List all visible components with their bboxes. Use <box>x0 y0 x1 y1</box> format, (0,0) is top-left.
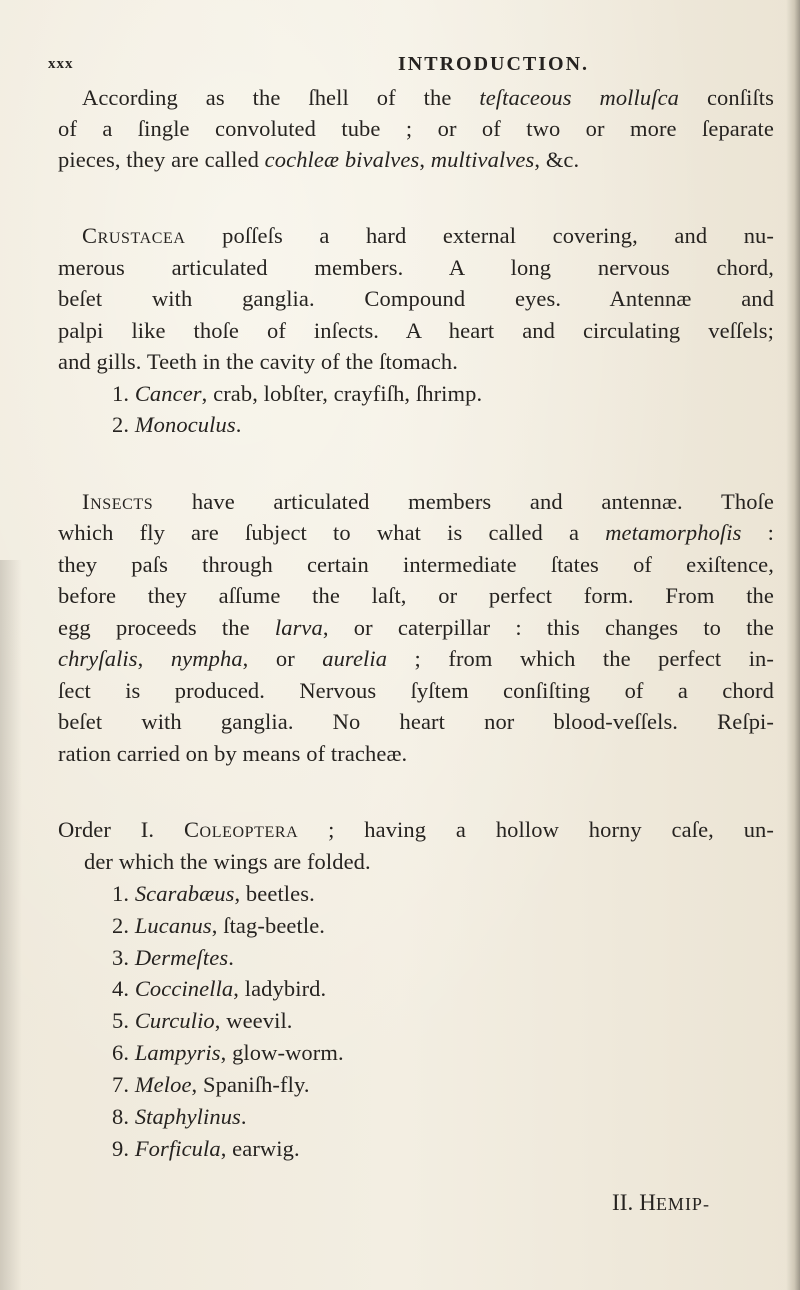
section-heading-line: Order I. Coleoptera ; having a hollow horny caſe, un- <box>58 817 774 842</box>
text-line: ſect is produced. Nervous ſyſtem conſiſting of a chord <box>58 678 774 703</box>
page-number: xxx <box>48 56 74 72</box>
text-line: According as the ſhell of the teſtaceous molluſca conſiſts <box>82 85 774 110</box>
text-line: beſet with ganglia. Compound eyes. Antennæ and <box>58 286 774 311</box>
text-line: merous articulated members. A long nervous chord, <box>58 255 774 280</box>
list-item: 8. Staphylinus. <box>112 1104 247 1129</box>
text-line: they paſs through certain intermediate ſtates of exiſtence, <box>58 552 774 577</box>
text-line: chryſalis, nympha, or aurelia ; from which the perfect in- <box>58 646 774 671</box>
list-item: 1. Cancer, crab, lobſter, crayfiſh, ſhrimp. <box>112 381 483 406</box>
text-line: beſet with ganglia. No heart nor blood-veſſels. Reſpi- <box>58 709 774 734</box>
list-item: 4. Coccinella, ladybird. <box>112 976 327 1001</box>
text-line: and gills. Teeth in the cavity of the ſtomach. <box>58 349 459 374</box>
list-item: 1. Scarabæus, beetles. <box>112 881 315 906</box>
text-line: which fly are ſubject to what is called a metamorphoſis : <box>58 520 774 545</box>
list-item: 3. Dermeſtes. <box>112 945 234 970</box>
text-line: palpi like thoſe of inſects. A heart and circulating veſſels; <box>58 318 774 343</box>
page-edge-shadow <box>786 0 800 1290</box>
text-line: ration carried on by means of tracheæ. <box>58 741 408 766</box>
running-head: INTRODUCTION. <box>398 53 590 75</box>
list-item: 6. Lampyris, glow-worm. <box>112 1040 344 1065</box>
text-line: Insects have articulated members and antennæ. Thoſe <box>82 489 774 514</box>
text-line: der which the wings are folded. <box>84 849 371 874</box>
page-gutter-shadow <box>0 560 22 1290</box>
text-line: before they aſſume the laſt, or perfect form. From the <box>58 583 774 608</box>
text-line: Crustacea poſſeſs a hard external covering, and nu- <box>82 223 774 248</box>
list-item: 9. Forficula, earwig. <box>112 1136 300 1161</box>
list-item: 2. Lucanus, ſtag-beetle. <box>112 913 325 938</box>
text-line: pieces, they are called cochleæ bivalves, multivalves, &c. <box>58 147 580 172</box>
catchword: II. HEMIP- <box>612 1190 710 1215</box>
list-item: 2. Monoculus. <box>112 412 242 437</box>
text-line: egg proceeds the larva, or caterpillar : this changes to the <box>58 615 774 640</box>
list-item: 5. Curculio, weevil. <box>112 1008 293 1033</box>
list-item: 7. Meloe, Spaniſh-fly. <box>112 1072 310 1097</box>
text-line: of a ſingle convoluted tube ; or of two or more ſeparate <box>58 116 774 141</box>
